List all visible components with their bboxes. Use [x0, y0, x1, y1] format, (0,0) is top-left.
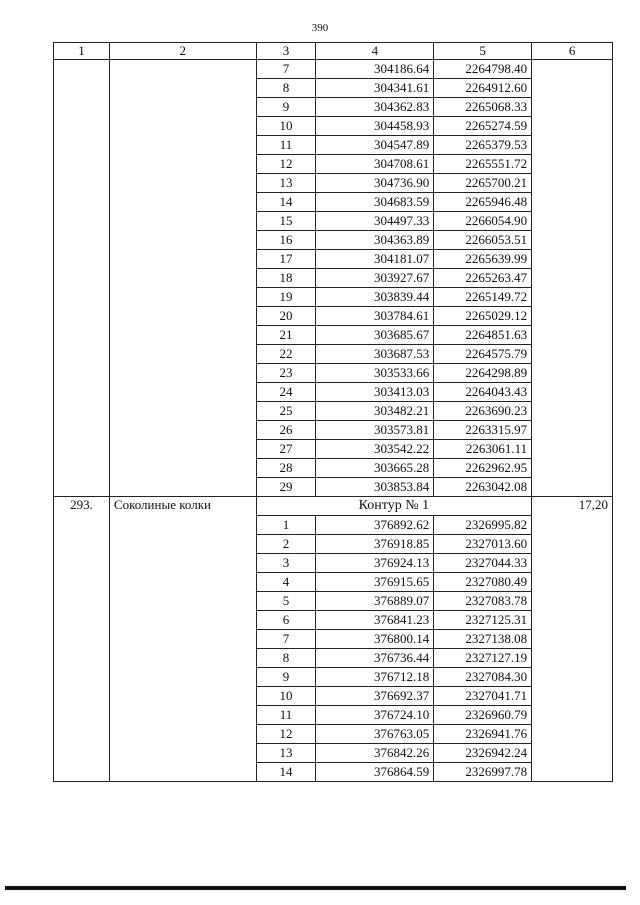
cell-y-coordinate: 2327044.33	[434, 554, 532, 573]
cell-y-coordinate: 2264912.60	[434, 79, 532, 98]
cell-point-number: 12	[256, 725, 316, 744]
cell-y-coordinate: 2327041.71	[434, 687, 532, 706]
cell-point-number: 6	[256, 611, 316, 630]
cell-x-coordinate: 376800.14	[316, 630, 434, 649]
cell-point-number: 28	[256, 459, 316, 478]
cell-x-coordinate: 303685.67	[316, 326, 434, 345]
cell-y-coordinate: 2326997.78	[434, 763, 532, 782]
cell-y-coordinate: 2327084.30	[434, 668, 532, 687]
cell-y-coordinate: 2326941.76	[434, 725, 532, 744]
entry-name: Соколиные колки	[109, 497, 256, 782]
cell-point-number: 10	[256, 117, 316, 136]
cell-x-coordinate: 303665.28	[316, 459, 434, 478]
cell-point-number: 20	[256, 307, 316, 326]
cell-y-coordinate: 2327125.31	[434, 611, 532, 630]
cell-x-coordinate: 304458.93	[316, 117, 434, 136]
header-col-5: 5	[434, 43, 532, 60]
header-col-3: 3	[256, 43, 316, 60]
cell-x-coordinate: 303687.53	[316, 345, 434, 364]
cell-point-number: 7	[256, 630, 316, 649]
cell-y-coordinate: 2327127.19	[434, 649, 532, 668]
cell-y-coordinate: 2266053.51	[434, 231, 532, 250]
cell-y-coordinate: 2327013.60	[434, 535, 532, 554]
cell-point-number: 14	[256, 763, 316, 782]
cell-y-coordinate: 2265029.12	[434, 307, 532, 326]
cell-point-number: 12	[256, 155, 316, 174]
cell-x-coordinate: 304362.83	[316, 98, 434, 117]
cell-y-coordinate: 2263042.08	[434, 478, 532, 497]
cell-x-coordinate: 304736.90	[316, 174, 434, 193]
cell-y-coordinate: 2263690.23	[434, 402, 532, 421]
cell-x-coordinate: 303839.44	[316, 288, 434, 307]
cell-point-number: 25	[256, 402, 316, 421]
cell-x-coordinate: 376924.13	[316, 554, 434, 573]
cell-x-coordinate: 303784.61	[316, 307, 434, 326]
cell-x-coordinate: 304186.64	[316, 60, 434, 79]
cell-x-coordinate: 304708.61	[316, 155, 434, 174]
cell-y-coordinate: 2327083.78	[434, 592, 532, 611]
cell-y-coordinate: 2263315.97	[434, 421, 532, 440]
cell-point-number: 22	[256, 345, 316, 364]
cell-x-coordinate: 303542.22	[316, 440, 434, 459]
cell-x-coordinate: 376712.18	[316, 668, 434, 687]
cell-point-number: 27	[256, 440, 316, 459]
cell-x-coordinate: 304547.89	[316, 136, 434, 155]
cell-y-coordinate: 2264575.79	[434, 345, 532, 364]
cell-x-coordinate: 303413.03	[316, 383, 434, 402]
cell-x-coordinate: 376841.23	[316, 611, 434, 630]
cell-x-coordinate: 376889.07	[316, 592, 434, 611]
continuation-section	[54, 60, 613, 497]
cell-point-number: 18	[256, 269, 316, 288]
cell-x-coordinate: 304181.07	[316, 250, 434, 269]
cell-point-number: 29	[256, 478, 316, 497]
header-col-1: 1	[54, 43, 110, 60]
cell-point-number: 1	[256, 516, 316, 535]
cell-y-coordinate: 2327138.08	[434, 630, 532, 649]
cell-y-coordinate: 2326995.82	[434, 516, 532, 535]
footer-rule	[5, 886, 626, 890]
cell-x-coordinate: 376892.62	[316, 516, 434, 535]
cell-point-number: 3	[256, 554, 316, 573]
cell-point-number: 14	[256, 193, 316, 212]
cell-y-coordinate: 2265274.59	[434, 117, 532, 136]
cell-x-coordinate: 376763.05	[316, 725, 434, 744]
cell-y-coordinate: 2265263.47	[434, 269, 532, 288]
header-col-6: 6	[532, 43, 613, 60]
cell-y-coordinate: 2266054.90	[434, 212, 532, 231]
page-number: 390	[311, 22, 329, 34]
entry-area: 17,20	[532, 497, 613, 782]
cell-x-coordinate: 303573.81	[316, 421, 434, 440]
cell-point-number: 17	[256, 250, 316, 269]
cell-y-coordinate: 2265639.99	[434, 250, 532, 269]
cell-point-number: 26	[256, 421, 316, 440]
entry-section	[54, 497, 613, 782]
cell-area	[532, 60, 613, 497]
entry-number: 293.	[54, 497, 110, 782]
cell-x-coordinate: 376736.44	[316, 649, 434, 668]
cell-point-number: 9	[256, 98, 316, 117]
cell-y-coordinate: 2264298.89	[434, 364, 532, 383]
cell-y-coordinate: 2264043.43	[434, 383, 532, 402]
table-row	[54, 497, 613, 516]
cell-point-number: 9	[256, 668, 316, 687]
cell-point-number: 21	[256, 326, 316, 345]
cell-x-coordinate: 376692.37	[316, 687, 434, 706]
cell-x-coordinate: 304341.61	[316, 79, 434, 98]
cell-y-coordinate: 2264798.40	[434, 60, 532, 79]
cell-point-number: 13	[256, 174, 316, 193]
cell-entry-number	[54, 60, 110, 497]
cell-point-number: 13	[256, 744, 316, 763]
cell-y-coordinate: 2326942.24	[434, 744, 532, 763]
cell-y-coordinate: 2327080.49	[434, 573, 532, 592]
cell-y-coordinate: 2265551.72	[434, 155, 532, 174]
cell-x-coordinate: 303853.84	[316, 478, 434, 497]
cell-point-number: 4	[256, 573, 316, 592]
cell-point-number: 10	[256, 687, 316, 706]
cell-x-coordinate: 304363.89	[316, 231, 434, 250]
cell-point-number: 11	[256, 706, 316, 725]
cell-x-coordinate: 304683.59	[316, 193, 434, 212]
cell-point-number: 8	[256, 649, 316, 668]
cell-y-coordinate: 2265379.53	[434, 136, 532, 155]
coordinates-table	[53, 42, 613, 782]
cell-point-number: 24	[256, 383, 316, 402]
cell-y-coordinate: 2326960.79	[434, 706, 532, 725]
cell-x-coordinate: 376915.65	[316, 573, 434, 592]
cell-y-coordinate: 2262962.95	[434, 459, 532, 478]
cell-y-coordinate: 2263061.11	[434, 440, 532, 459]
cell-x-coordinate: 376724.10	[316, 706, 434, 725]
cell-y-coordinate: 2265068.33	[434, 98, 532, 117]
contour-title: Контур № 1	[256, 497, 532, 516]
cell-x-coordinate: 303482.21	[316, 402, 434, 421]
cell-x-coordinate: 376918.85	[316, 535, 434, 554]
cell-point-number: 7	[256, 60, 316, 79]
cell-point-number: 8	[256, 79, 316, 98]
cell-x-coordinate: 303533.66	[316, 364, 434, 383]
cell-point-number: 11	[256, 136, 316, 155]
cell-point-number: 5	[256, 592, 316, 611]
header-col-4: 4	[316, 43, 434, 60]
cell-point-number: 23	[256, 364, 316, 383]
cell-x-coordinate: 376842.26	[316, 744, 434, 763]
cell-y-coordinate: 2264851.63	[434, 326, 532, 345]
table-row	[54, 60, 613, 79]
cell-point-number: 2	[256, 535, 316, 554]
header-col-2: 2	[109, 43, 256, 60]
cell-point-number: 15	[256, 212, 316, 231]
cell-x-coordinate: 376864.59	[316, 763, 434, 782]
cell-y-coordinate: 2265700.21	[434, 174, 532, 193]
cell-x-coordinate: 304497.33	[316, 212, 434, 231]
header-row	[54, 43, 613, 60]
cell-entry-name	[109, 60, 256, 497]
cell-y-coordinate: 2265149.72	[434, 288, 532, 307]
cell-x-coordinate: 303927.67	[316, 269, 434, 288]
cell-point-number: 16	[256, 231, 316, 250]
cell-point-number: 19	[256, 288, 316, 307]
cell-y-coordinate: 2265946.48	[434, 193, 532, 212]
